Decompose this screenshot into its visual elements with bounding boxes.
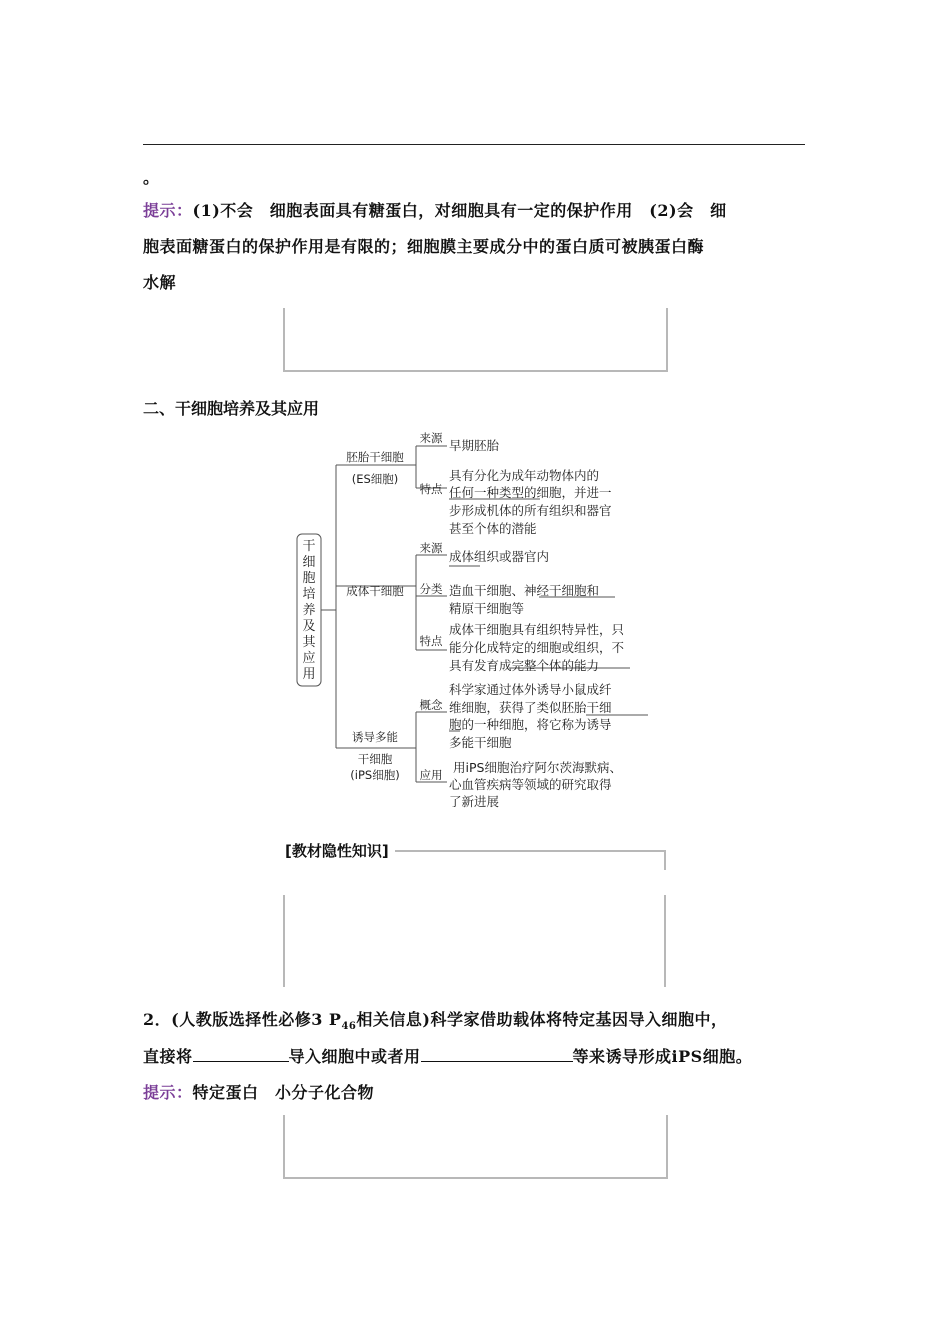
ips-app-line: 了新进展	[449, 794, 500, 808]
question-2-line2	[143, 1039, 823, 1075]
hint-1	[143, 193, 813, 229]
answer-blank-1[interactable]	[193, 1047, 289, 1062]
root-char: 及	[302, 619, 316, 634]
tag-class: 分类	[419, 582, 443, 596]
es-sublabel: (ES细胞)	[351, 472, 399, 486]
root-char: 培	[302, 587, 316, 602]
tag-concept: 概念	[419, 698, 443, 712]
root-char: 应	[302, 651, 316, 666]
note-box-2	[283, 1115, 668, 1179]
tag-source: 来源	[419, 431, 443, 445]
q2-source-b: 相关信息)	[356, 1010, 431, 1029]
ips-app-line: 心血管疾病等领域的研究取得	[449, 777, 612, 792]
es-source-text: 早期胚胎	[449, 438, 500, 453]
root-char: 养	[302, 603, 316, 618]
knowledge-box-right	[664, 895, 666, 987]
q2-line2-a: 直接将	[143, 1047, 193, 1066]
answer-line	[143, 144, 805, 145]
es-feature-line: 具有分化为成年动物体内的	[449, 468, 600, 483]
q2-line2-b: 导入细胞中或者用	[288, 1047, 421, 1066]
hint-2-text: 特定蛋白 小分子化合物	[192, 1083, 375, 1102]
root-char: 干	[302, 539, 316, 554]
root-char: 胞	[302, 571, 316, 586]
tag-feature: 特点	[419, 634, 443, 648]
end-mark: 。	[143, 168, 160, 187]
hint-1-line3: 水解	[143, 273, 177, 292]
ips-concept-line: 多能干细胞	[449, 735, 512, 750]
ips-sublabel: (iPS细胞)	[350, 768, 400, 782]
answer-blank-2[interactable]	[421, 1047, 573, 1062]
tag-feature: 特点	[419, 482, 443, 496]
knowledge-box-left	[283, 895, 285, 987]
hint-1-line1: (1)不会 细胞表面具有糖蛋白，对细胞具有一定的保护作用 (2)会 细	[192, 201, 727, 220]
root-char: 细	[302, 555, 316, 570]
ips-concept-line: 科学家通过体外诱导小鼠成纤	[449, 682, 612, 697]
adult-feature-line: 具有发育成完整个体的能力	[449, 658, 600, 673]
es-feature-line: 甚至个体的潜能	[449, 521, 537, 536]
stem-cell-diagram	[290, 428, 670, 808]
adult-feature-line: 能分化成特定的细胞或组织，不	[449, 640, 625, 655]
root-char: 其	[302, 635, 316, 650]
q2-source: (人教版选择性必修3 P	[171, 1010, 342, 1029]
q2-page-sub: 46	[341, 1021, 357, 1033]
adult-source-text: 成体组织或器官内	[449, 549, 550, 564]
ips-concept-line: 维细胞，获得了类似胚胎干细	[449, 700, 612, 715]
adult-class-line: 精原干细胞等	[449, 601, 525, 616]
tag-application: 应用	[419, 768, 443, 782]
es-label: 胚胎干细胞	[346, 450, 404, 464]
root-char: 用	[302, 667, 316, 682]
es-feature-line: 任何一种类型的细胞，并进一	[449, 485, 612, 500]
adult-class-line: 造血干细胞、神经干细胞和	[449, 583, 600, 598]
knowledge-tag: [教材隐性知识]	[283, 840, 395, 861]
section-title: 二、干细胞培养及其应用	[143, 399, 320, 418]
es-feature-line: 步形成机体的所有组织和器官	[449, 503, 612, 518]
hint-1-line2: 胞表面糖蛋白的保护作用是有限的；细胞膜主要成分中的蛋白质可被胰蛋白酶	[143, 237, 705, 256]
ips-label: 诱导多能	[352, 730, 398, 744]
hint-2	[143, 1075, 374, 1111]
note-box-1	[283, 308, 668, 372]
q2-number: 2．	[143, 1010, 172, 1029]
ips-app-line: 用iPS细胞治疗阿尔茨海默病、	[453, 760, 622, 775]
adult-feature-line: 成体干细胞具有组织特异性，只	[449, 622, 625, 637]
hint-label: 提示：	[143, 201, 193, 220]
tag-source: 来源	[419, 541, 443, 555]
ips-concept-line: 胞的一种细胞，将它称为诱导	[449, 717, 612, 732]
ips-label-2: 干细胞	[357, 752, 393, 766]
q2-text: 科学家借助载体将特定基因导入细胞中，	[430, 1010, 728, 1029]
adult-label: 成体干细胞	[346, 584, 404, 598]
q2-line2-c: 等来诱导形成iPS细胞。	[572, 1047, 753, 1066]
hint-label: 提示：	[143, 1083, 193, 1102]
knowledge-box-side	[664, 850, 666, 870]
